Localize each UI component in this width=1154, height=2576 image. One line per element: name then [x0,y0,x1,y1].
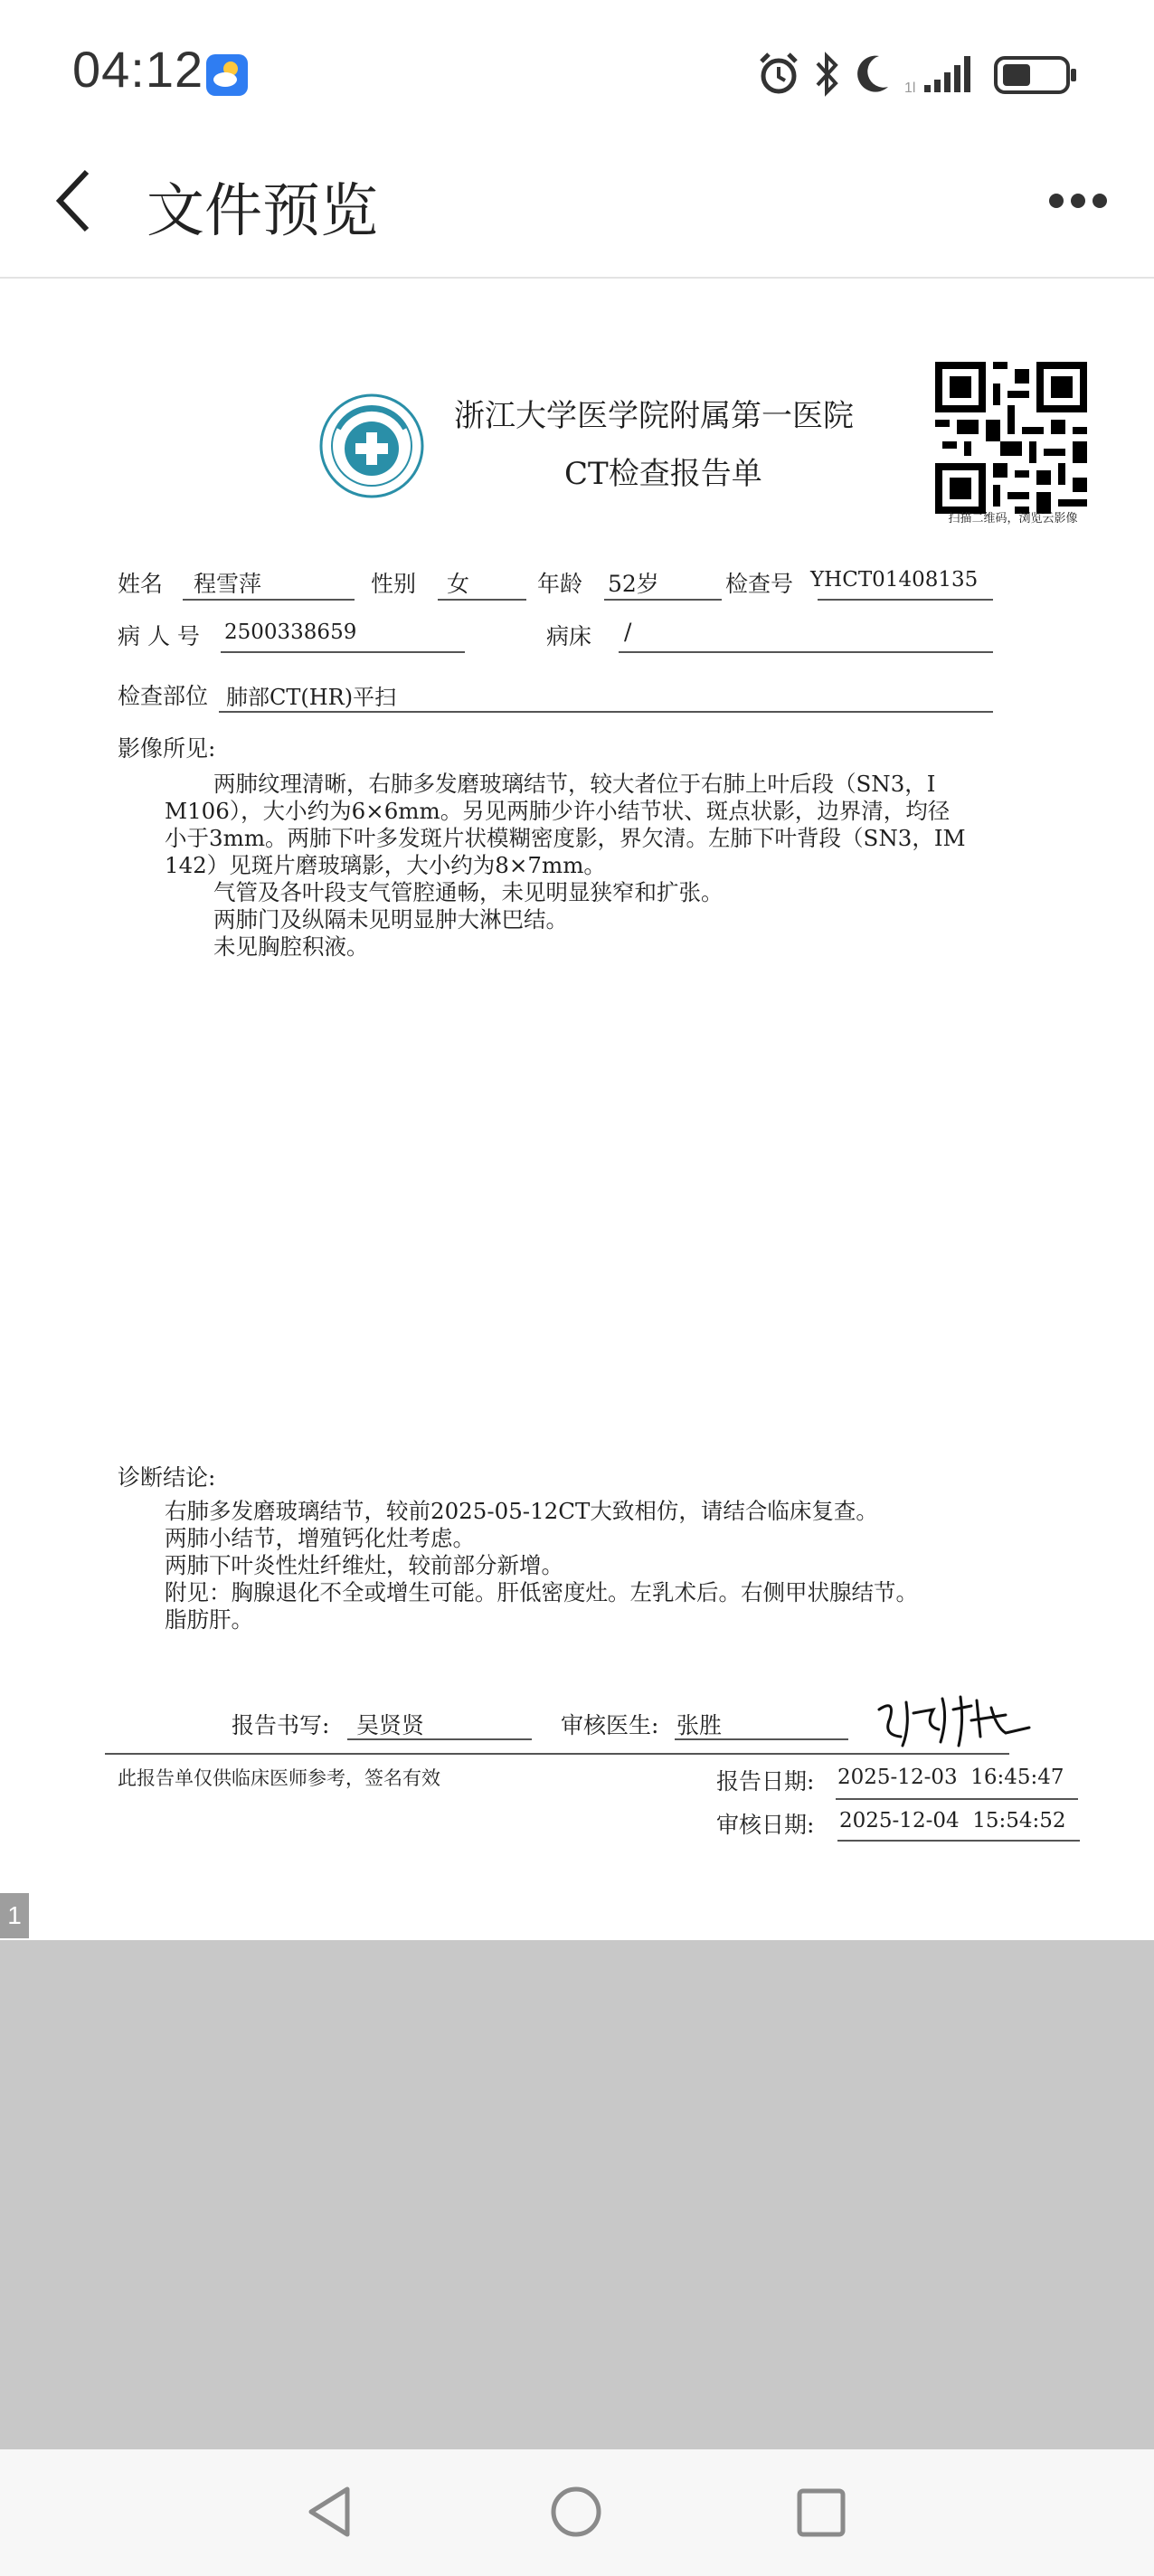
findings-line: M106），大小约为6×6mm。另见两肺少许小结节状、斑点状影，边界清，均径 [165,798,951,824]
sex-label: 性别 [371,571,417,597]
sex-underline [438,599,526,601]
age-underline [604,599,722,601]
name-value: 程雪萍 [194,571,262,597]
findings-line: 气管及各叶段支气管腔通畅，未见明显狭窄和扩张。 [213,879,724,905]
conclusion-line: 附见：胸腺退化不全或增生可能。肝低密度灶。左乳术后。右侧甲状腺结节。 [165,1579,918,1605]
exam-part-underline [219,711,993,713]
report-document [0,279,1154,1893]
triangle-back-icon [302,2484,358,2540]
hospital-name: 浙江大学医学院附属第一医院 [454,398,854,434]
exam-part-value: 肺部CT(HR)平扫 [226,685,397,710]
weather-icon [206,54,248,96]
page-number-indicator: 1 [0,1893,29,1938]
name-label: 姓名 [118,571,164,597]
patient-no-underline [221,651,465,653]
exam-no-value: YHCT01408135 [810,568,979,592]
age-label: 年龄 [537,571,583,597]
findings-line: 两肺纹理清晰，右肺多发磨玻璃结节，较大者位于右肺上叶后段（SN3，I [213,771,936,797]
conclusion-line: 右肺多发磨玻璃结节，较前2025-05-12CT大致相仿，请结合临床复查。 [165,1498,878,1524]
back-arrow-icon [51,166,101,235]
alarm-icon [756,51,801,98]
preview-background [0,1940,1154,2449]
hospital-logo [318,393,425,499]
nav-home-button[interactable] [548,2484,604,2540]
report-date-underline [836,1798,1078,1800]
bed-value: / [624,619,632,645]
conclusion-line: 两肺小结节，增殖钙化灶考虑。 [165,1525,475,1551]
conclusion-line: 脂肪肝。 [165,1606,253,1633]
circle-home-icon [548,2484,604,2540]
findings-line: 两肺门及纵隔未见明显肿大淋巴结。 [213,906,568,933]
writer-label: 报告书写: [232,1712,330,1738]
signal-label: 1l [904,80,916,96]
bluetooth-icon [812,51,843,98]
reviewer-label: 审核医生: [561,1712,659,1738]
exam-no-label: 检查号 [725,571,794,597]
signature-divider [105,1753,1009,1755]
square-recents-icon [794,2486,848,2540]
findings-line: 未见胸腔积液。 [213,933,369,960]
status-time: 04:12 [72,41,204,98]
exam-no-underline [818,599,993,601]
patient-no-label: 病 人 号 [118,623,200,649]
patient-no-value: 2500338659 [224,620,357,644]
qr-code[interactable] [935,362,1087,514]
reviewer-value: 张胜 [676,1712,723,1738]
review-date-value: 2025-12-04 15:54:52 [839,1809,1066,1833]
reviewer-signature [870,1682,1040,1753]
nav-back-button[interactable] [302,2484,358,2540]
qr-caption: 扫描二维码，浏览云影像 [948,512,1078,526]
more-options-button[interactable] [1045,185,1111,217]
name-underline [183,599,355,601]
findings-heading: 影像所见: [118,735,216,762]
report-date-value: 2025-12-03 16:45:47 [837,1766,1064,1789]
report-date-label: 报告日期: [716,1768,815,1795]
review-date-underline [837,1840,1080,1842]
conclusion-line: 两肺下叶炎性灶纤维灶，较前部分新增。 [165,1552,563,1578]
findings-line: 142）见斑片磨玻璃影，大小约为8×7mm。 [165,852,606,878]
writer-value: 吴贤贤 [356,1712,425,1738]
writer-underline [347,1738,532,1740]
back-button[interactable] [51,166,101,235]
more-icon [1045,185,1111,217]
signal-icon [904,51,980,98]
bed-label: 病床 [546,623,592,649]
conclusion-heading: 诊断结论: [118,1464,216,1491]
sex-value: 女 [447,571,470,597]
nav-recents-button[interactable] [794,2486,848,2540]
findings-line: 小于3mm。两肺下叶多发斑片状模糊密度影，界欠清。左肺下叶背段（SN3，IM [165,825,966,851]
review-date-label: 审核日期: [716,1812,815,1838]
age-value: 52岁 [608,571,659,597]
page-title: 文件预览 [147,178,378,245]
reviewer-underline [675,1738,848,1740]
disclaimer: 此报告单仅供临床医师参考，签名有效 [118,1767,440,1789]
moon-icon [854,51,892,98]
exam-part-label: 检查部位 [118,683,209,709]
report-title: CT检查报告单 [564,456,762,492]
battery-icon [993,51,1080,98]
bed-underline [619,651,993,653]
